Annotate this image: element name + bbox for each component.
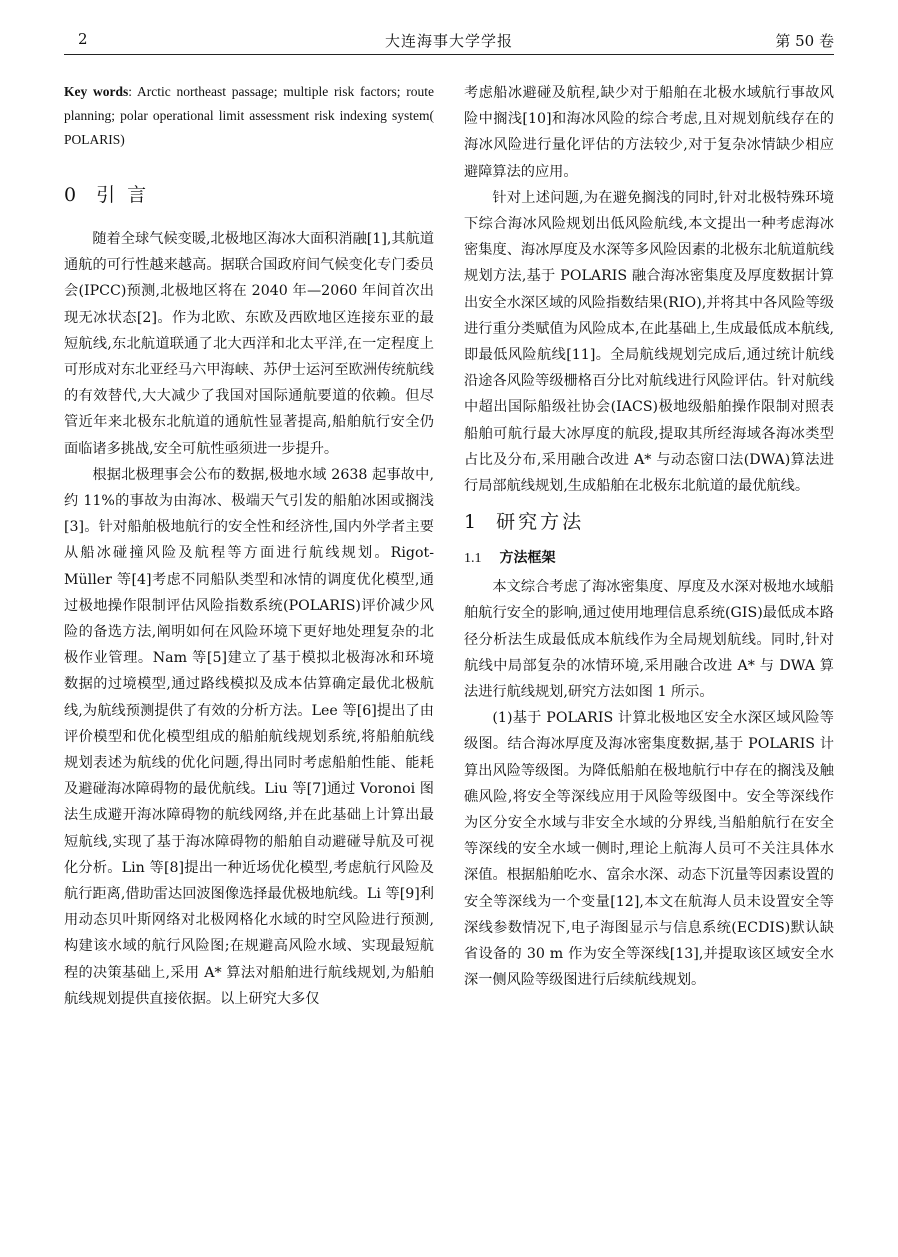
keywords-text: : Arctic northeast passage; multiple risk factors; route planning; polar operational limit assessment risk indexing system( POLARIS) xyxy=(64,84,435,147)
section-title: 引 言 xyxy=(96,184,150,206)
right-column xyxy=(464,80,834,994)
paragraph: 根据北极理事会公布的数据,极地水域 2638 起事故中,约 11%的事故为由海冰、极端天气引发的船舶冰困或搁浅[3]。针对船舶极地航行的安全性和经济性,国内外学者主要从船冰碰撞风险及航程等方面进行航线规划。Rigot-Müller 等[4]考虑不同船队类型和冰情的调度优化模型,通过极地操作限制评估风险指数系统(POLARIS)评价减少风险的备选方法,阐明如何在风险环境下更好地处理复杂的北极作业管理。Nam 等[5]建立了基于模拟北极海冰和环境数据的过境模型,通过路线模拟及成本估算确定最优北极航线,为航线预测提供了有效的分析方法。Lee 等[6]提出了由评价模型和优化模型组成的船舶航线规划系统,将船舶航线规划表述为航线的优化问题,得出同时考虑船舶性能、能耗及避碰海冰障碍物的最优航线。Liu 等[7]通过 Voronoi 图法生成避开海冰障碍物的航线网络,并在此基础上计算出最短航线,实现了基于海冰障碍物的船舶自动避碰导航及可视化分析。Lin 等[8]提出一种近场优化模型,考虑航行风险及航行距离,借助雷达回波图像选择最优极地航线。Li 等[9]利用动态贝叶斯网络对北极网格化水域的时空风险进行预测,构建该水域的航行风险图;在规避高风险水域、实现最短航程的决策基础上,采用 A* 算法对船舶进行航线规划,为船舶航线规划提供直接依据。以上研究大多仅 xyxy=(64,466,434,1007)
section-title: 研究方法 xyxy=(496,511,585,534)
subsection-heading xyxy=(464,545,834,572)
journal-title: 大连海事大学学报 xyxy=(384,32,513,50)
paragraph: (1)基于 POLARIS 计算北极地区安全水深区域风险等级图。结合海冰厚度及海冰密集度数据,基于 POLARIS 计算出风险等级图。为降低船舶在极地航行中存在的搁浅及触礁风险,将安全等深线应用于风险等级图中。安全等深线作为区分安全水域与非安全水域的分界线,当船舶航行在安全等深线的安全水域一侧时,理论上航海人员可不关注具体水深值。根据船舶吃水、富余水深、动态下沉量等因素设置的安全等深线为一个变量[12],本文在航海人员未设置安全等深线参数情况下,电子海图显示与信息系统(ECDIS)默认缺省设备的 30 m 作为安全等深线[13],并提取该区域安全水深一侧风险等级图进行后续航线规划。 xyxy=(464,710,834,989)
keywords xyxy=(64,80,434,152)
page-number: 2 xyxy=(78,30,88,48)
section-heading-methods xyxy=(464,507,834,537)
paragraph: 针对上述问题,为在避免搁浅的同时,针对北极特殊环境下综合海冰风险规划出低风险航线,本文提出一种考虑海冰密集度、海冰厚度及水深等多风险因素的北极东北航道航线规划方法,基于 POLARIS 融合海冰密集度及厚度数据计算出安全水深区域的风险指数结果(RIO),并将其中各风险等级进行重分类赋值为风险成本,在此基础上,生成最低成本航线,即最低风险航线[11]。全局航线规划完成后,通过统计航线沿途各风险等级栅格百分比对航线进行风险评估。针对航线中超出国际船级社协会(IACS)极地级船舶操作限制对照表船舶可航行最大冰厚度的航段,提取其所经海域各海冰类型占比及分布,采用融合改进 A* 与动态窗口法(DWA)算法进行局部航线规划,生成船舶在北极东北航道的最优航线。 xyxy=(464,189,834,495)
paragraph: 随着全球气候变暖,北极地区海冰大面积消融[1],其航道通航的可行性越来越高。据联合国政府间气候变化专门委员会(IPCC)预测,北极地区将在 2040 年—2060 年间首次出现无冰状态[2]。作为北欧、东欧及西欧地区连接东亚的最短航线,东北航道联通了北大西洋和北太平洋,在一定程度上可形成对东北亚经马六甲海峡、苏伊士运河至欧洲传统航线的有效替代,大大减少了我国对国际通航要道的依赖。但尽管近年来北极东北航道的通航性显著提高,船舶航行安全仍面临诸多挑战,安全可航性亟须进一步提升。 xyxy=(64,231,434,457)
left-column xyxy=(64,80,434,1012)
volume-label: 第 50 卷 xyxy=(775,32,834,50)
subsection-title: 方法框架 xyxy=(499,550,556,567)
paragraph: 考虑船冰避碰及航程,缺少对于船舶在北极水域航行事故风险中搁浅[10]和海冰风险的综合考虑,且对规划航线存在的海冰风险进行量化评估的方法较少,对于复杂冰情缺少相应避障算法的应用。 xyxy=(464,85,834,180)
keywords-label: Key words xyxy=(64,84,129,99)
section-number: 0 xyxy=(64,184,77,206)
header-rule xyxy=(64,54,834,55)
section-heading-intro xyxy=(64,180,434,210)
section-number: 1 xyxy=(464,511,477,534)
subsection-number: 1.1 xyxy=(464,551,482,567)
paragraph: 本文综合考虑了海冰密集度、厚度及水深对极地水域船舶航行安全的影响,通过使用地理信息系统(GIS)最低成本路径分析法生成最低成本航线作为全局规划航线。同时,针对航线中局部复杂的冰情环境,采用融合改进 A* 与 DWA 算法进行航线规划,研究方法如图 1 所示。 xyxy=(464,579,834,701)
